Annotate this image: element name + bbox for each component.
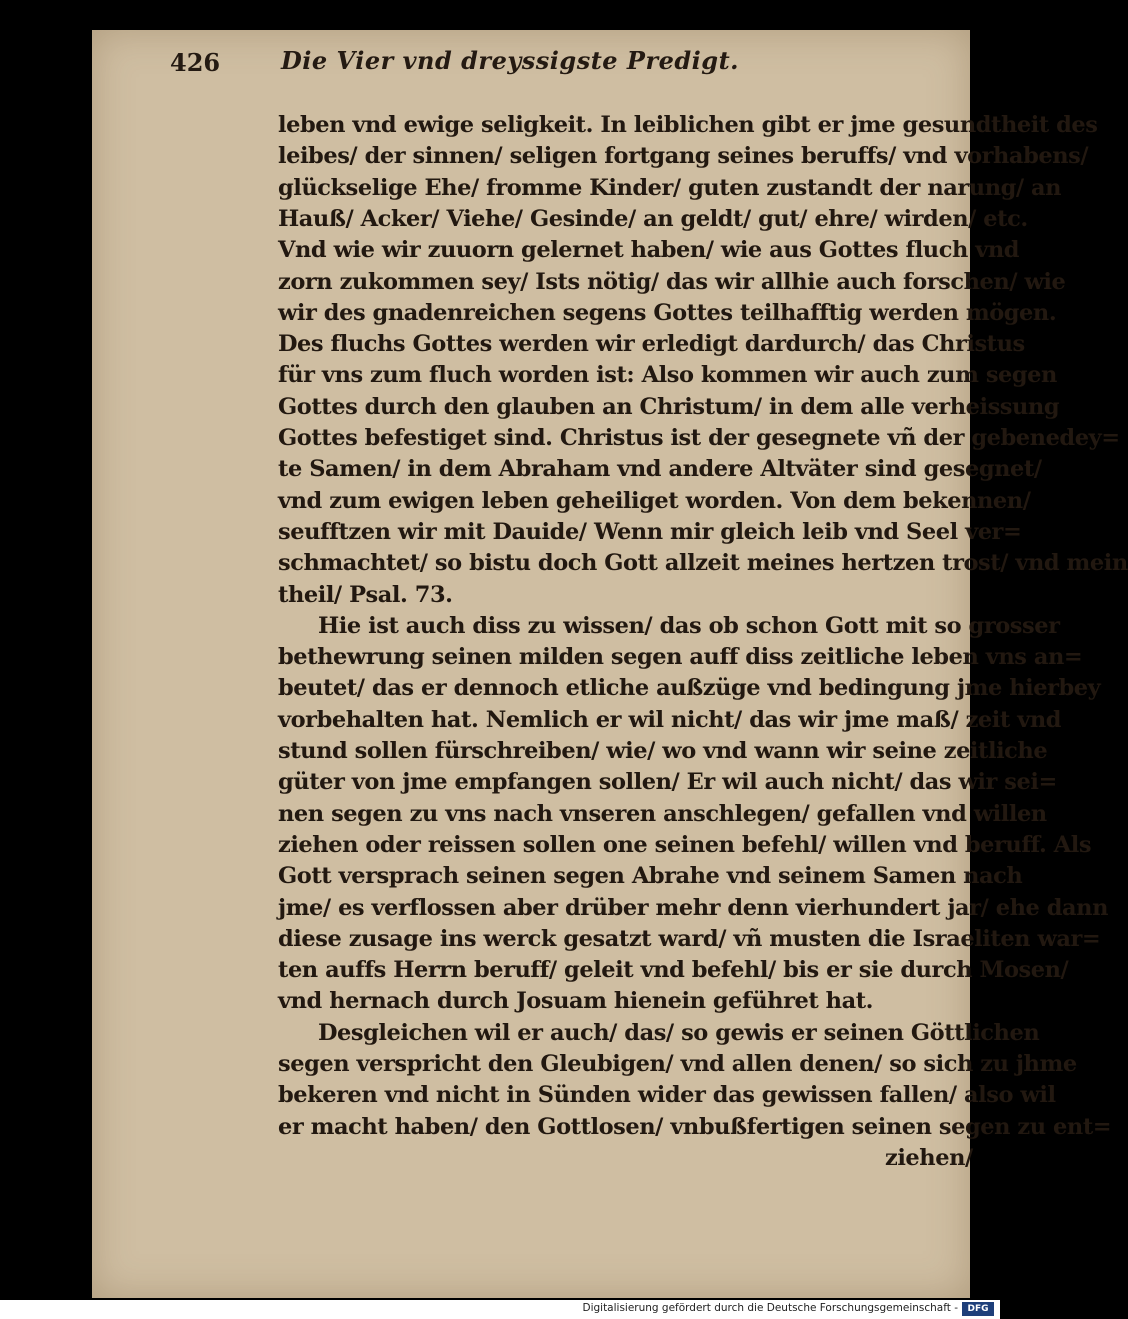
text-line: güter von jme empfangen sollen/ Er wil auch nicht/ das wir sei= — [278, 769, 1057, 796]
text-line: Hauß/ Acker/ Viehe/ Gesinde/ an geldt/ gut/ ehre/ wirden/ etc. — [278, 205, 1028, 232]
text-line: wir des gnadenreichen segens Gottes teilhafftig werden mögen. — [278, 299, 1057, 326]
text-line: für vns zum fluch worden ist: Also kommen wir auch zum segen — [278, 362, 1057, 389]
funding-credit: Digitalisierung gefördert durch die Deutsche Forschungsgemeinschaft - — [582, 1302, 958, 1314]
text-line: vnd hernach durch Josuam hienein geführet hat. — [278, 988, 874, 1015]
text-line: schmachtet/ so bistu doch Gott allzeit meines hertzen trost/ vnd mein — [278, 550, 1128, 577]
text-line: er macht haben/ den Gottlosen/ vnbußfertigen seinen segen zu ent= — [278, 1113, 1112, 1140]
text-line: seufftzen wir mit Dauide/ Wenn mir gleich leib vnd Seel ver= — [278, 518, 1022, 545]
text-line: Gottes durch den glauben an Christum/ in dem alle verheissung — [278, 393, 1060, 420]
text-line: glückselige Ehe/ fromme Kinder/ guten zustandt der narung/ an — [278, 174, 1062, 201]
text-line: zorn zukommen sey/ Ists nötig/ das wir allhie auch forschen/ wie — [278, 268, 1066, 295]
text-line: Gottes befestiget sind. Christus ist der gesegnete vñ der gebenedey= — [278, 425, 1120, 451]
text-line: beutet/ das er dennoch etliche außzüge vnd bedingung jme hierbey — [278, 675, 1101, 702]
text-line: Vnd wie wir zuuorn gelernet haben/ wie aus Gottes fluch vnd — [278, 237, 1020, 264]
text-line: leibes/ der sinnen/ seligen fortgang seines beruffs/ vnd vorhabens/ — [278, 143, 1089, 170]
text-line: bethewrung seinen milden segen auff diss zeitliche leben vns an= — [278, 644, 1083, 671]
footer-bar — [0, 1300, 1000, 1319]
running-title: Die Vier vnd dreyssigste Predigt. — [280, 46, 740, 75]
text-line: segen verspricht den Gleubigen/ vnd allen denen/ so sich zu jhme — [278, 1051, 1077, 1077]
text-line: leben vnd ewige seligkeit. In leiblichen gibt er jme gesundtheit des — [278, 112, 1098, 138]
text-line: te Samen/ in dem Abraham vnd andere Altväter sind gesegnet/ — [278, 456, 1042, 483]
dfg-logo-icon: DFG — [962, 1302, 994, 1316]
catchword: ziehen/ — [885, 1144, 973, 1171]
text-line: vnd zum ewigen leben geheiliget worden. Von dem bekennen/ — [278, 487, 1031, 514]
text-line: ziehen oder reissen sollen one seinen befehl/ willen vnd beruff. Als — [278, 831, 1092, 858]
text-line: Des fluchs Gottes werden wir erledigt dardurch/ das Christus — [278, 331, 1025, 358]
text-line: ten auffs Herrn beruff/ geleit vnd befehl/ bis er sie durch Mosen/ — [278, 957, 1069, 984]
text-line: bekeren vnd nicht in Sünden wider das gewissen fallen/ also wil — [278, 1082, 1056, 1109]
page-number: 426 — [170, 48, 221, 77]
text-line: theil/ Psal. 73. — [278, 581, 453, 608]
text-line: jme/ es verflossen aber drüber mehr denn vierhundert jar/ ehe dann — [278, 894, 1108, 921]
text-line: Hie ist auch diss zu wissen/ das ob schon Gott mit so grosser — [318, 612, 1060, 639]
text-line: Gott versprach seinen segen Abrahe vnd seinem Samen nach — [278, 863, 1023, 890]
text-line: Desgleichen wil er auch/ das/ so gewis er seinen Göttlichen — [318, 1019, 1040, 1046]
text-line: nen segen zu vns nach vnseren anschlegen/ gefallen vnd willen — [278, 800, 1047, 827]
text-line: diese zusage ins werck gesatzt ward/ vñ musten die Israeliten war= — [278, 925, 1101, 952]
text-line: stund sollen fürschreiben/ wie/ wo vnd wann wir seine zeitliche — [278, 738, 1048, 764]
text-line: vorbehalten hat. Nemlich er wil nicht/ das wir jme maß/ zeit vnd — [278, 706, 1062, 733]
